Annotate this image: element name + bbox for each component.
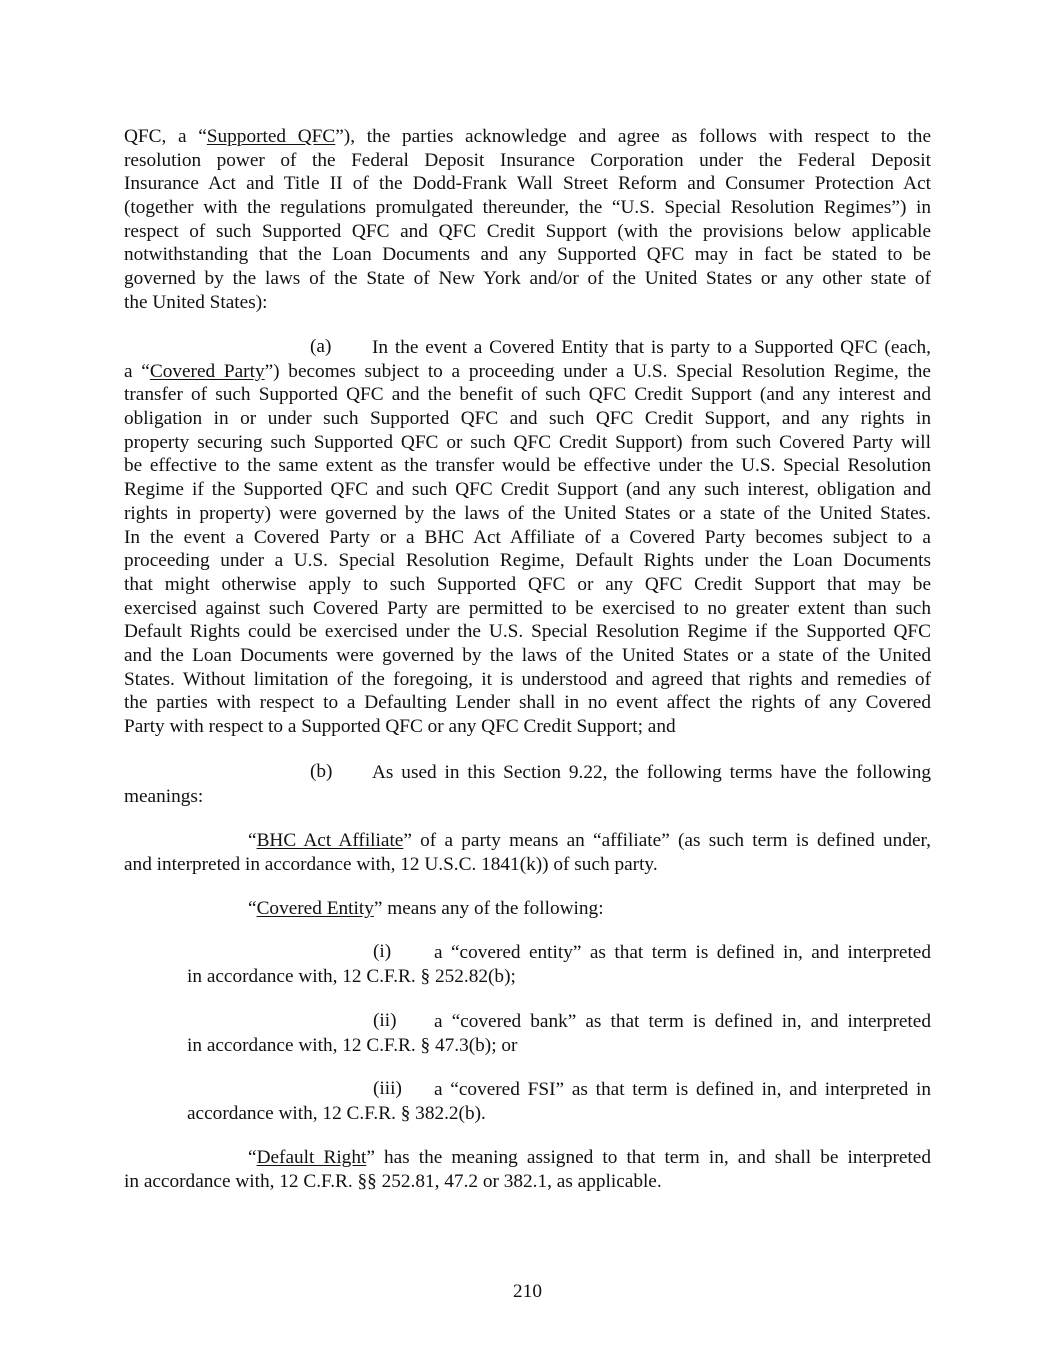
text-segment: meanings: (124, 785, 204, 807)
text-line (124, 383, 931, 407)
text-segment: ”), the parties acknowledge and agree as follows with respect to the (335, 126, 932, 147)
item-i (0, 941, 1055, 988)
text-line (372, 761, 931, 785)
text-segment: States. Without limitation of the foregoing, it is understood and agreed that rights and remedies of (124, 668, 931, 690)
text-line (248, 1146, 931, 1170)
defined-term: Supported QFC (206, 126, 336, 147)
text-line (124, 573, 931, 597)
text-line (124, 668, 931, 692)
text-segment: a “covered bank” as that term is defined in, and interpreted (434, 1011, 931, 1032)
text-line (124, 196, 931, 220)
clause-label: (b) (310, 761, 333, 782)
defined-term: Default Right (256, 1147, 367, 1168)
definition-covered-entity (0, 897, 1055, 921)
text-segment: exercised against such Covered Party are permitted to be exercised to no greater extent than such (124, 597, 931, 619)
text-segment: a “ (124, 360, 150, 382)
item-ii (0, 1010, 1055, 1057)
text-segment: proceeding under a U.S. Special Resolution Regime, Default Rights under the Loan Documents (124, 550, 931, 572)
definition-default-right (0, 1146, 1055, 1193)
text-line (372, 336, 931, 360)
text-segment: resolution power of the Federal Deposit Insurance Corporation under the Federal Deposit (124, 149, 931, 171)
defined-term: BHC Act Affiliate (256, 830, 404, 851)
clause-label: (a) (310, 336, 332, 357)
text-line (124, 267, 931, 291)
text-segment: “ (248, 1147, 257, 1168)
text-line (434, 941, 931, 965)
text-line (124, 526, 931, 550)
page-number: 210 (513, 1281, 542, 1302)
text-segment: transfer of such Supported QFC and the benefit of such QFC Credit Support (and any interest and (124, 384, 931, 406)
text-line (187, 1034, 931, 1058)
text-segment: Default Rights could be exercised under the U.S. Special Resolution Regime if the Supported QFC (124, 621, 931, 643)
text-segment: in accordance with, 12 C.F.R. § 47.3(b); or (187, 1034, 518, 1056)
text-segment: a “covered entity” as that term is defined in, and interpreted (434, 942, 931, 963)
text-segment: As used in this Section 9.22, the following terms have the following (372, 762, 931, 783)
text-segment: notwithstanding that the Loan Documents and any Supported QFC may in fact be stated to be (124, 244, 931, 266)
text-segment: Party with respect to a Supported QFC or any QFC Credit Support; and (124, 716, 676, 737)
text-segment: be effective to the same extent as the transfer would be effective under the U.S. Special Resolution (124, 455, 931, 477)
text-line (124, 1170, 931, 1194)
item-iii (0, 1078, 1055, 1125)
clause-label: (iii) (373, 1078, 402, 1099)
text-line (124, 407, 931, 431)
clause-a (0, 336, 1055, 739)
intro-paragraph (0, 125, 1055, 315)
text-line (124, 715, 931, 739)
text-segment: a “covered FSI” as that term is defined in, and interpreted in (434, 1079, 931, 1100)
text-line (124, 549, 931, 573)
clause-label: (ii) (373, 1010, 397, 1031)
defined-term: Covered Party (149, 360, 265, 382)
text-segment: ” of a party means an “affiliate” (as such term is defined under, (403, 830, 931, 851)
text-segment: that might otherwise apply to such Supported QFC or any QFC Credit Support that may be (124, 573, 931, 595)
text-line (124, 597, 931, 621)
clause-label: (i) (373, 941, 392, 962)
text-segment: “ (248, 898, 257, 919)
text-segment: and the Loan Documents were governed by the laws of the United States or a state of the United (124, 644, 931, 666)
text-line (124, 172, 931, 196)
clause-b (0, 761, 1055, 808)
text-line (248, 897, 931, 921)
text-segment: governed by the laws of the State of New York and/or of the United States or any other state of (124, 268, 931, 290)
text-line (124, 243, 931, 267)
text-line (124, 454, 931, 478)
text-segment: ” means any of the following: (373, 898, 604, 919)
text-segment: rights in property) were governed by the laws of the United States or a state of the United States. (124, 502, 931, 524)
text-line (187, 965, 931, 989)
text-line (434, 1078, 931, 1102)
text-line (124, 691, 931, 715)
text-line (124, 502, 931, 526)
text-line (124, 478, 931, 502)
text-segment: “ (248, 830, 257, 851)
text-segment: In the event a Covered Entity that is party to a Supported QFC (each, (372, 337, 931, 358)
text-segment: in accordance with, 12 C.F.R. § 252.82(b); (187, 965, 516, 987)
text-segment: ” has the meaning assigned to that term in, and shall be interpreted (366, 1147, 931, 1168)
text-segment: Insurance Act and Title II of the Dodd-Frank Wall Street Reform and Consumer Protection Act (124, 173, 931, 195)
text-segment: accordance with, 12 C.F.R. § 382.2(b). (187, 1102, 486, 1124)
text-line (124, 853, 931, 877)
text-line (124, 431, 931, 455)
text-segment: in accordance with, 12 C.F.R. §§ 252.81, 47.2 or 382.1, as applicable. (124, 1170, 662, 1192)
text-line (124, 620, 931, 644)
text-line (124, 149, 931, 173)
text-segment: the United States): (124, 291, 268, 313)
text-line (124, 785, 931, 809)
text-segment: the parties with respect to a Defaulting Lender shall in no event affect the rights of any Covered (124, 692, 931, 714)
text-line (124, 360, 931, 384)
text-segment: ”) becomes subject to a proceeding under a U.S. Special Resolution Regime, the (264, 360, 931, 382)
text-line (124, 644, 931, 668)
text-segment: In the event a Covered Party or a BHC Act Affiliate of a Covered Party becomes subject to a (124, 526, 931, 548)
text-segment: property securing such Supported QFC or such QFC Credit Support) from such Covered Party will (124, 431, 931, 453)
text-segment: obligation in or under such Supported QFC and such QFC Credit Support, and any rights in (124, 408, 931, 430)
text-line (124, 125, 931, 149)
text-segment: (together with the regulations promulgated thereunder, the “U.S. Special Resolution Regimes”) in (124, 197, 931, 219)
text-line (248, 829, 931, 853)
text-segment: respect of such Supported QFC and QFC Credit Support (with the provisions below applicable (124, 220, 931, 242)
text-line (187, 1102, 931, 1126)
text-line (434, 1010, 931, 1034)
text-line (124, 220, 931, 244)
definition-bhc-act-affiliate (0, 829, 1055, 876)
text-segment: QFC, a “ (124, 126, 207, 147)
text-segment: and interpreted in accordance with, 12 U.S.C. 1841(k)) of such party. (124, 853, 658, 875)
defined-term: Covered Entity (256, 898, 374, 919)
text-segment: Regime if the Supported QFC and such QFC Credit Support (and any such interest, obligation and (124, 479, 931, 501)
text-line (124, 291, 931, 315)
